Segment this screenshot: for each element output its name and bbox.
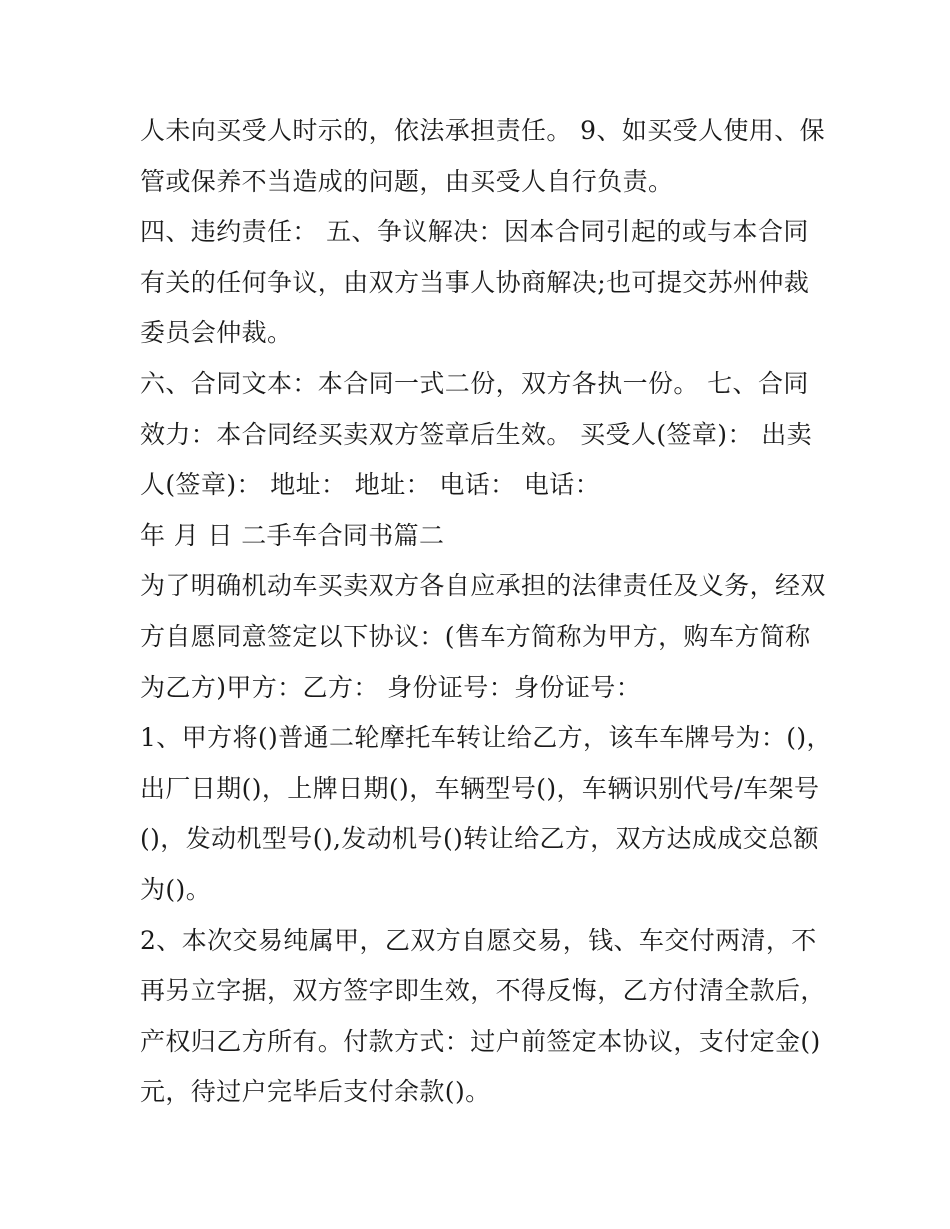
text-line: 人未向买受人时示的，依法承担责任。 9、如买受人使用、保 (140, 116, 826, 145)
text-line: 产权归乙方所有。付款方式：过户前签定本协议，支付定金() (140, 1026, 821, 1056)
text-line: 元，待过户完毕后支付余款()。 (140, 1077, 491, 1107)
text-line: 六、合同文本：本合同一式二份，双方各执一份。 七、合同 (140, 368, 809, 398)
text-line: 管或保养不当造成的问题，由买受人自行负责。 (140, 166, 674, 196)
text-line: 效力：本合同经买卖双方签章后生效。 买受人(签章)： 出卖 (140, 419, 813, 449)
text-line: 为乙方)甲方：乙方： 身份证号：身份证号： (140, 672, 642, 702)
text-line: 出厂日期()，上牌日期()，车辆型号()，车辆识别代号/车架号 (140, 773, 820, 803)
document-body (140, 106, 832, 1118)
section-heading: 年 月 日 二手车合同书篇二 (140, 520, 445, 550)
text-line: 有关的任何争议，由双方当事人协商解决;也可提交苏州仲裁 (140, 267, 810, 297)
text-line: 为()。 (140, 874, 212, 904)
text-line: 委员会仲裁。 (140, 318, 293, 348)
text-line: ()，发动机型号(),发动机号()转让给乙方，双方达成成交总额 (140, 824, 819, 854)
text-line: 为了明确机动车买卖双方各自应承担的法律责任及义务，经双 (140, 571, 826, 601)
text-line: 人(签章)： 地址： 地址： 电话： 电话： (140, 470, 601, 500)
text-line: 再另立字据，双方签字即生效，不得反悔，乙方付清全款后， (140, 976, 826, 1006)
text-line: 1、甲方将()普通二轮摩托车转让给乙方，该车车牌号为：()， (140, 723, 832, 753)
text-line: 2、本次交易纯属甲，乙双方自愿交易，钱、车交付两清，不 (140, 925, 817, 955)
text-line: 方自愿同意签定以下协议：(售车方简称为甲方，购车方简称 (140, 621, 811, 651)
text-line: 四、违约责任： 五、争议解决：因本合同引起的或与本合同 (140, 217, 809, 247)
